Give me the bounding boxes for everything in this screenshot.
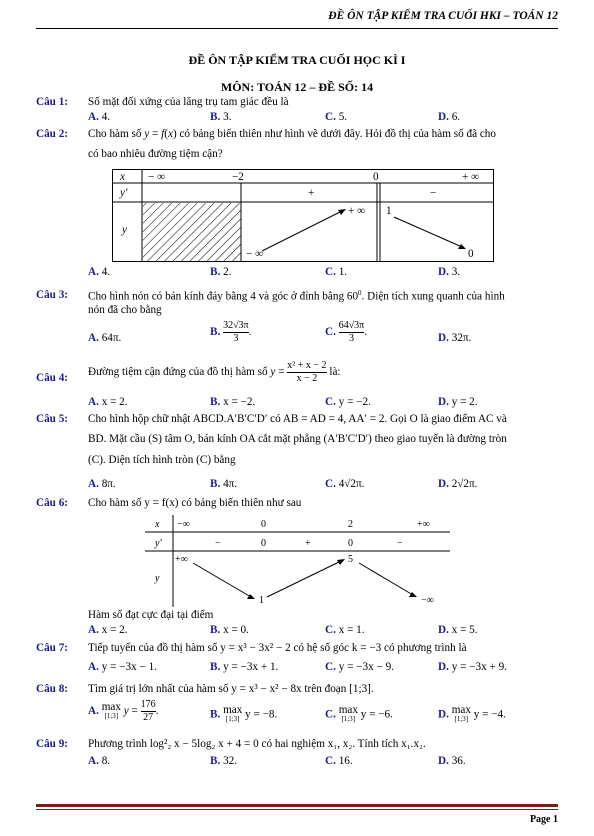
q4-option-c: C. y = −2. — [325, 396, 371, 408]
q2-x-pos-inf: + ∞ — [462, 171, 480, 183]
q6-variation-table — [145, 515, 450, 607]
q9-number: Câu 9: — [36, 738, 69, 750]
q9-option-d: D. 36. — [438, 755, 466, 767]
q5-number: Câu 5: — [36, 413, 69, 425]
q6-label-yprime: y' — [155, 538, 162, 549]
q6-y-one: 1 — [259, 595, 264, 606]
q2-label-yprime: y' — [120, 187, 128, 199]
q2-label-x: x — [120, 171, 125, 183]
q6-x-neg-inf: −∞ — [177, 519, 190, 530]
q2-option-c: C. 1. — [325, 266, 348, 278]
q2-y-neg-inf: − ∞ — [246, 248, 264, 260]
q9-text: Phương trình log²₂ x − 5log₂ x + 4 = 0 có hai nghiệm x₁, x₂. Tính tích x₁.x₂. — [88, 738, 426, 750]
q2-arrow-up — [262, 211, 342, 251]
q7-option-d: D. y = −3x + 9. — [438, 661, 507, 673]
q4-text: Đường tiệm cận đứng của đồ thị hàm số y = $\frac{\text{x² + x − 2}}{x - 2}$ là: — [88, 360, 341, 384]
q6-arrow-3 — [359, 563, 413, 595]
q6-x-pos-inf: +∞ — [417, 519, 430, 530]
q6-x-zero: 0 — [261, 519, 266, 530]
header-title: ĐỀ ÔN TẬP KIỂM TRA CUỐI HKI – TOÁN 12 — [328, 10, 558, 22]
q7-option-c: C. y = −3x − 9. — [325, 661, 394, 673]
q6-text: Cho hàm số y = f(x) có bảng biến thiên như sau — [88, 497, 302, 509]
q3-number: Câu 3: — [36, 289, 69, 301]
q2-x-minus-two: −2 — [232, 171, 244, 183]
q8-option-a: A. max [1;3] y = $\frac{176}{27}$ . — [88, 699, 159, 723]
q2-arrow-down — [394, 217, 462, 247]
doc-title: ĐỀ ÔN TẬP KIỂM TRA CUỐI HỌC KÌ I — [188, 53, 406, 67]
q2-text-line1: Cho hàm số y = f(x) có bảng biến thiên như hình vẽ dưới đây. Hỏi đồ thị của hàm số đã cho — [88, 128, 496, 140]
q1-option-c: C. 5. — [325, 111, 348, 123]
q2-x-neg-inf: − ∞ — [148, 171, 166, 183]
q9-option-b: B. 32. — [210, 755, 238, 767]
q6-sign-minus-2: − — [397, 538, 403, 549]
q7-number: Câu 7: — [36, 642, 69, 654]
q5-option-c: C. 4√2π. — [325, 478, 365, 490]
q1-option-a: A. 4. — [88, 111, 111, 123]
q6-x-two: 2 — [348, 519, 353, 530]
page-number: Page 1 — [529, 814, 558, 825]
q2-option-b: B. 2. — [210, 266, 232, 278]
q7-option-a: A. y = −3x − 1. — [88, 661, 157, 673]
q6-label-y: y — [155, 573, 160, 584]
q4-option-b: B. x = −2. — [210, 396, 256, 408]
q2-y-zero: 0 — [468, 248, 474, 260]
q6-sign-zero-1: 0 — [261, 538, 266, 549]
q3-text-line2: nón đã cho bằng — [88, 304, 162, 316]
q1-option-d: D. 6. — [438, 111, 461, 123]
q6-sign-zero-2: 0 — [348, 538, 353, 549]
q4-option-a: A. x = 2. — [88, 396, 128, 408]
q6-sign-plus: + — [305, 538, 311, 549]
q2-sign-plus: + — [308, 187, 315, 199]
q2-text-line2: có bao nhiêu đường tiệm cận? — [88, 148, 223, 160]
q6-option-a: A. x = 2. — [88, 624, 128, 636]
q1-number: Câu 1: — [36, 96, 69, 108]
q6-option-b: B. x = 0. — [210, 624, 249, 636]
q8-option-b: B. max [1;3] y = −8. — [210, 704, 278, 723]
doc-subtitle: MÔN: TOÁN 12 – ĐỀ SỐ: 14 — [220, 80, 374, 94]
footer-rule-thick — [36, 804, 558, 807]
q8-text: Tìm giá trị lớn nhất của hàm số y = x³ − x² − 8x trên đoạn [1;3]. — [88, 683, 374, 695]
q6-y-pos-inf: +∞ — [175, 554, 188, 565]
q3-text-line1: Cho hình nón có bán kính đáy bằng 4 và góc ở đỉnh bằng $60^0$. Diện tích xung quanh của hình — [88, 289, 505, 303]
q3-option-d: D. 32π. — [438, 332, 472, 344]
header-rule — [36, 28, 558, 29]
q5-option-d: D. 2√2π. — [438, 478, 478, 490]
q9-option-a: A. 8. — [88, 755, 111, 767]
q6-sign-minus-1: − — [215, 538, 221, 549]
q6-after-text: Hàm số đạt cực đại tại điểm — [88, 609, 214, 621]
q3-option-a: A. 64π. — [88, 332, 122, 344]
q1-text: Số mặt đối xứng của lăng trụ tam giác đều là — [88, 96, 289, 108]
q8-option-d: D. max [1;3] y = −4. — [438, 704, 506, 723]
q2-option-a: A. 4. — [88, 266, 111, 278]
q2-option-d: D. 3. — [438, 266, 461, 278]
q6-arrow-2 — [267, 561, 341, 597]
q9-option-c: C. 16. — [325, 755, 353, 767]
q4-option-d: D. y = 2. — [438, 396, 478, 408]
q1-option-b: B. 3. — [210, 111, 232, 123]
q8-option-c: C. max [1;3] y = −6. — [325, 704, 393, 723]
footer-rule-thin — [36, 809, 558, 810]
q2-y-one: 1 — [386, 205, 392, 217]
q8-number: Câu 8: — [36, 683, 69, 695]
q5-text-line1: Cho hình hộp chữ nhật ABCD.A′B′C′D′ có AB = AD = 4, AA′ = 2. Gọi O là giao điểm AC và — [88, 413, 507, 425]
q7-text: Tiếp tuyến của đồ thị hàm số y = x³ − 3x² − 2 có hệ số góc k = −3 có phương trình là — [88, 642, 467, 654]
q3-option-b: B. $\frac{32√3\pi}{3}$ . — [210, 320, 252, 344]
q2-variation-table — [112, 169, 494, 262]
q2-label-y: y — [122, 224, 127, 236]
q6-option-d: D. x = 5. — [438, 624, 478, 636]
q6-label-x: x — [155, 519, 160, 530]
q6-arrow-1 — [193, 563, 251, 597]
q6-number: Câu 6: — [36, 497, 69, 509]
q5-option-b: B. 4π. — [210, 478, 238, 490]
q6-option-c: C. x = 1. — [325, 624, 365, 636]
q6-y-neg-inf: −∞ — [421, 595, 434, 606]
q2-sign-minus: − — [430, 187, 437, 199]
q2-number: Câu 2: — [36, 128, 69, 140]
q2-hatched-region — [143, 203, 241, 261]
q2-y-pos-inf: + ∞ — [348, 205, 366, 217]
q5-text-line2: BD. Mặt cầu (S) tâm O, bán kính OA cắt mặt phẳng (A′B′C′D′) theo giao tuyến là đường tròn — [88, 433, 507, 445]
q5-text-line3: (C). Diện tích hình tròn (C) bằng — [88, 454, 236, 466]
q4-number: Câu 4: — [36, 372, 69, 384]
q2-x-zero: 0 — [373, 171, 379, 183]
q5-option-a: A. 8π. — [88, 478, 116, 490]
q3-option-c: C. $\frac{64√3\pi}{3}$ . — [325, 320, 368, 344]
q7-option-b: B. y = −3x + 1. — [210, 661, 279, 673]
q6-y-five: 5 — [348, 554, 353, 565]
